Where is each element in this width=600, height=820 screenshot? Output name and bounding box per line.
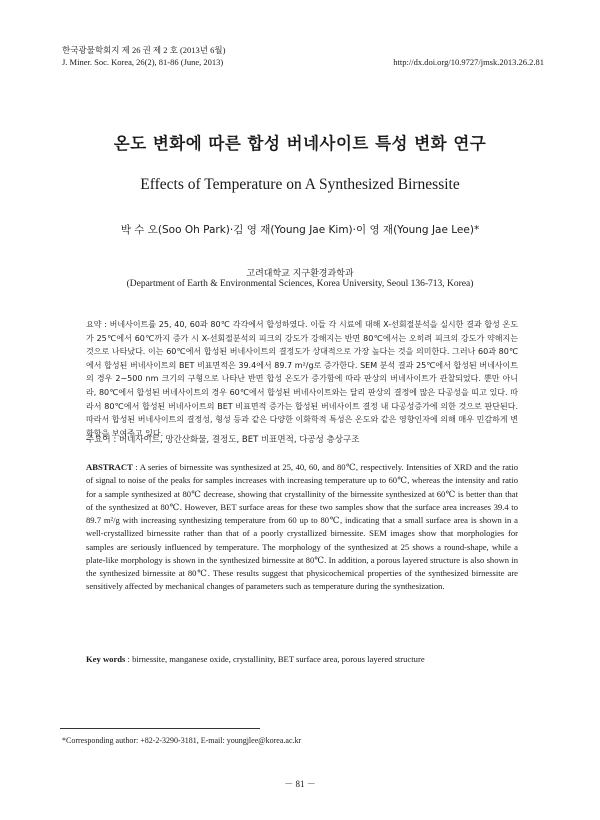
author-list: 박 수 오(Soo Oh Park)·김 영 재(Young Jae Kim)·이 영 재(Young Jae Lee)* bbox=[120, 224, 480, 236]
footnote-divider bbox=[60, 728, 260, 729]
abstract-english bbox=[86, 461, 518, 594]
abstract-korean bbox=[86, 318, 518, 440]
abstract-korean-text: 버네사이트를 25, 40, 60과 80℃ 각각에서 합성하였다. 이들 각 시료에 대해 X-선회절분석을 실시한 결과 합성 온도가 25℃에서 60℃까지 증가 시 X-선회절분석의 피크의 강도가 강해지는 반면 80℃에서는 오히려 피크의 강도가 약해지는 것으로 나타났다. 이는 60℃에서 합성된 버네사이트의 결정도가 상대적으로 가장 높다는 것을 의미한다. 그러나 60과 80℃에서 합성된 버네사이트의 BET 비표면적은 39.4에서 89.7 m²/g로 증가한다. SEM 분석 결과 25℃에서 합성된 버네사이트의 경우 2∼500 nm 크기의 구형으로 나타난 반면 합성 온도가 증가함에 따라 판상의 버네사이트가 관찰되었다. 뿐만 아니라, 80℃에서 합성된 버네사이트의 경우 60℃에서 합성된 버네사이트와는 달리 판상의 결정에 많은 다공성을 띠고 있다. 따라서 80℃에서 합성된 버네사이트의 BET 비표면적 증가는 합성된 버네사이트 결정 내 다공성증가에 의한 것으로 판단된다. 따라서 합성된 버네사이트의 결정성, 형성 등과 같은 다양한 이화학적 특성은 온도와 같은 영향인자에 의해 매우 민감하게 변화함을 보여주고 있다. bbox=[86, 320, 519, 438]
keywords-korean-separator: : bbox=[110, 435, 119, 445]
keywords-korean-label: 주요어 bbox=[86, 435, 111, 445]
journal-header-row bbox=[62, 56, 544, 68]
abstract-english-label: ABSTRACT bbox=[86, 462, 133, 472]
doi-link[interactable]: http://dx.doi.org/10.9727/jmsk.2013.26.2.81 bbox=[393, 57, 544, 67]
abstract-korean-separator: : bbox=[101, 320, 110, 329]
keywords-english-separator: : bbox=[125, 654, 133, 664]
keywords-english bbox=[86, 654, 518, 664]
keywords-korean-text: 버네사이트, 망간산화물, 결정도, BET 비표면적, 다공성 층상구조 bbox=[118, 435, 360, 445]
affiliation-korean: 고려대학교 지구환경과학과 bbox=[246, 269, 354, 279]
title-english: Effects of Temperature on A Synthesized Birnessite bbox=[140, 176, 460, 193]
journal-citation: J. Miner. Soc. Korea, 26(2), 81-86 (June, 2013) bbox=[62, 57, 224, 67]
journal-header-ko: 한국광물학회지 제 26 권 제 2 호 (2013년 6월) bbox=[62, 45, 226, 55]
keywords-english-label: Key words bbox=[86, 654, 126, 664]
page-number: － 81 － bbox=[284, 779, 316, 789]
abstract-english-separator: : bbox=[132, 462, 140, 472]
corresponding-author-footnote: *Corresponding author: +82-2-3290-3181, E-mail: youngjlee@korea.ac.kr bbox=[62, 736, 302, 745]
abstract-english-text: A series of birnessite was synthesized at 25, 40, 60, and 80℃, respectively. Intensities of XRD and the ratio of signal to noise of the peaks for samples increases with increasing temperature up to 60℃, whereas the intensity and ratio for a sample synthesized at 80℃ decrease, showing that crystallinity of the birnessite synthesized at 60℃ is better than that of the synthesized at 80℃. However, BET surface areas for these two samples show that the surface area increases 39.4 to 89.7 m²/g with increasing synthesizing temperature from 60 up to 80℃, indicating that a small surface area is shown in a well-crystallized birnessite rather than that of a poorly crystallized birnessite. SEM images show that morphologies for samples are seriously influenced by temperature. The morphology of the synthesized at 25 shows a round-shape, while a plate-like morphology is shown in the synthesized birnessite at 80℃. In addition, a porous layered structure is also shown in the synthesized birnessite at 80℃. These results suggest that physicochemical properties of the synthesized birnessite are sensitively affected by mechanical changes of parameters such as temperature during the synthesization. bbox=[86, 462, 518, 592]
title-korean: 온도 변화에 따른 합성 버네사이트 특성 변화 연구 bbox=[113, 134, 487, 153]
keywords-english-text: birnessite, manganese oxide, crystallinity, BET surface area, porous layered structure bbox=[132, 654, 425, 664]
keywords-korean bbox=[86, 433, 518, 445]
abstract-korean-label: 요약 bbox=[86, 320, 102, 329]
affiliation-english: (Department of Earth & Environmental Sciences, Korea University, Seoul 136-713, Korea) bbox=[126, 279, 474, 289]
